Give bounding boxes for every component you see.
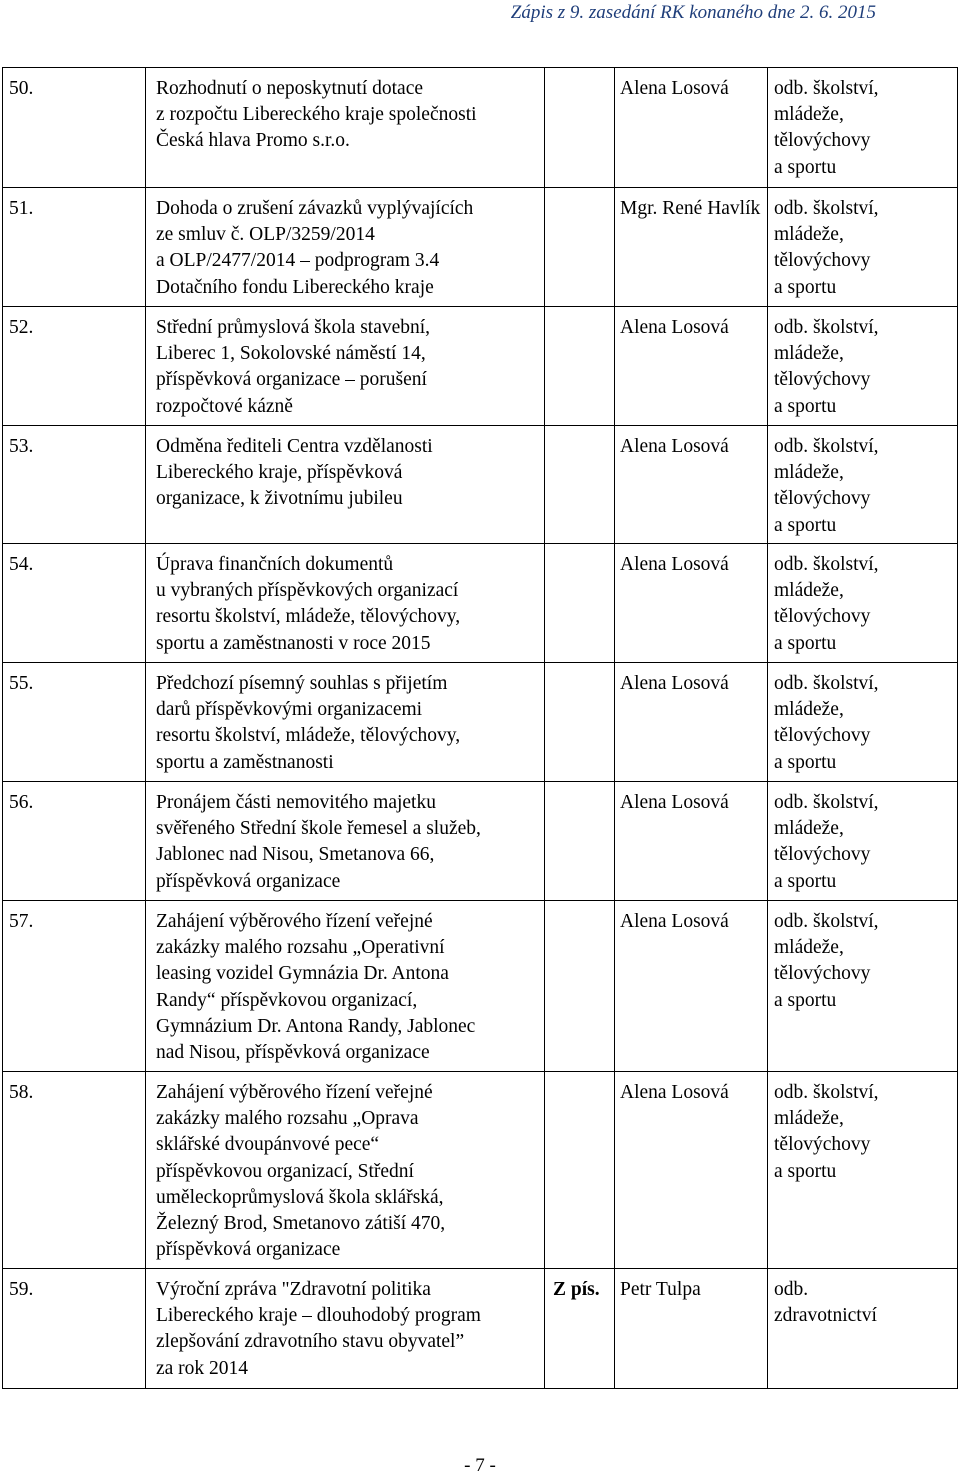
item-flag xyxy=(545,901,615,1072)
item-number: 50. xyxy=(3,68,146,188)
item-title-line: Železný Brod, Smetanovo zátiší 470, xyxy=(156,1213,446,1235)
item-department-line: a sportu xyxy=(774,870,837,892)
item-title xyxy=(146,426,545,544)
item-number: 51. xyxy=(3,188,146,307)
item-department-line: odb. školství, xyxy=(774,198,879,219)
item-department-line: mládeže, xyxy=(774,343,844,365)
item-title-line: Zahájení výběrového řízení veřejné xyxy=(156,1082,433,1103)
item-department xyxy=(768,901,958,1072)
item-department-line: a sportu xyxy=(774,395,837,417)
item-title-line: svěřeného Střední škole řemesel a služeb, xyxy=(156,818,481,840)
item-title-line: Předchozí písemný souhlas s přijetím xyxy=(156,673,448,694)
item-department-line: mládeže, xyxy=(774,937,844,959)
item-title-line: Pronájem části nemovitého majetku xyxy=(156,792,436,813)
item-department-line: odb. školství, xyxy=(774,317,879,338)
item-department-line: zdravotnictví xyxy=(774,1305,877,1327)
item-title-line: nad Nisou, příspěvková organizace xyxy=(156,1042,430,1064)
agenda-row xyxy=(3,68,958,188)
item-department-line: a sportu xyxy=(774,989,837,1011)
agenda-row xyxy=(3,782,958,901)
item-title-line: za rok 2014 xyxy=(156,1357,249,1379)
item-title-line: Zahájení výběrového řízení veřejné xyxy=(156,911,433,932)
item-department-line: a sportu xyxy=(774,632,837,654)
item-presenter: Alena Losová xyxy=(615,426,768,544)
item-presenter: Alena Losová xyxy=(615,68,768,188)
item-presenter: Alena Losová xyxy=(615,1072,768,1269)
item-flag xyxy=(545,426,615,544)
document-header: Zápis z 9. zasedání RK konaného dne 2. 6. 2015 xyxy=(510,2,876,23)
item-title-line: resortu školství, mládeže, tělovýchovy, xyxy=(156,606,461,628)
item-department-line: tělovýchovy xyxy=(774,488,871,510)
item-department xyxy=(768,1072,958,1269)
item-presenter: Petr Tulpa xyxy=(615,1269,768,1389)
item-title-line: Česká hlava Promo s.r.o. xyxy=(156,130,350,152)
item-department-line: tělovýchovy xyxy=(774,369,871,391)
item-department-line: mládeže, xyxy=(774,1108,844,1130)
item-title-line: z rozpočtu Libereckého kraje společnosti xyxy=(156,104,477,126)
item-department-line: odb. školství, xyxy=(774,911,879,932)
item-department-line: mládeže, xyxy=(774,462,844,484)
item-title-line: sportu a zaměstnanosti v roce 2015 xyxy=(156,632,431,654)
item-title xyxy=(146,307,545,426)
item-title-line: příspěvková organizace – porušení xyxy=(156,369,427,391)
item-presenter: Mgr. René Havlík xyxy=(615,188,768,307)
item-title-line: Odměna řediteli Centra vzdělanosti xyxy=(156,436,433,457)
item-department-line: odb. školství, xyxy=(774,554,879,575)
item-department-line: mládeže, xyxy=(774,699,844,721)
item-title-line: zakázky malého rozsahu „Operativní xyxy=(156,937,445,959)
item-department xyxy=(768,544,958,663)
agenda-row xyxy=(3,1269,958,1389)
item-flag xyxy=(545,307,615,426)
item-department-line: mládeže, xyxy=(774,818,844,840)
item-title xyxy=(146,663,545,782)
item-number: 53. xyxy=(3,426,146,544)
item-title-line: sklářské dvoupánvové pece“ xyxy=(156,1134,380,1156)
item-department-line: mládeže, xyxy=(774,104,844,126)
item-title-line: organizace, k životnímu jubileu xyxy=(156,488,403,510)
item-title-line: Libereckého kraje, příspěvková xyxy=(156,462,403,484)
item-number: 56. xyxy=(3,782,146,901)
item-title-line: Výroční zpráva "Zdravotní politika xyxy=(156,1279,431,1300)
item-flag xyxy=(545,1072,615,1269)
item-number: 57. xyxy=(3,901,146,1072)
item-title-line: příspěvkovou organizací, Střední xyxy=(156,1160,414,1182)
agenda-row xyxy=(3,663,958,782)
item-department-line: a sportu xyxy=(774,276,837,298)
item-department-line: odb. školství, xyxy=(774,792,879,813)
item-title-line: Gymnázium Dr. Antona Randy, Jablonec xyxy=(156,1015,476,1037)
item-title-line: zakázky malého rozsahu „Oprava xyxy=(156,1108,419,1130)
item-title-line: Jablonec nad Nisou, Smetanova 66, xyxy=(156,844,435,866)
item-flag-label: Z pís. xyxy=(553,1279,600,1300)
item-department-line: a sportu xyxy=(774,514,837,536)
item-department xyxy=(768,426,958,544)
agenda-table-body xyxy=(3,68,958,1389)
item-title-line: uměleckoprůmyslová škola sklářská, xyxy=(156,1186,444,1208)
item-department-line: odb. školství, xyxy=(774,1082,879,1103)
item-flag xyxy=(545,663,615,782)
item-presenter: Alena Losová xyxy=(615,307,768,426)
item-department xyxy=(768,782,958,901)
item-title-line: u vybraných příspěvkových organizací xyxy=(156,580,459,602)
agenda-row xyxy=(3,426,958,544)
item-department-line: tělovýchovy xyxy=(774,963,871,985)
item-title-line: Úprava finančních dokumentů xyxy=(156,554,394,575)
item-number: 55. xyxy=(3,663,146,782)
item-title-line: rozpočtové kázně xyxy=(156,395,293,417)
item-department-line: mládeže, xyxy=(774,580,844,602)
item-title-line: příspěvková organizace xyxy=(156,1239,341,1261)
item-presenter: Alena Losová xyxy=(615,901,768,1072)
item-department-line: a sportu xyxy=(774,751,837,773)
item-presenter: Alena Losová xyxy=(615,663,768,782)
agenda-row xyxy=(3,1072,958,1269)
item-title-line: zlepšování zdravotního stavu obyvatel” xyxy=(156,1331,465,1353)
item-title-line: darů příspěvkovými organizacemi xyxy=(156,699,423,721)
item-department-line: odb. školství, xyxy=(774,78,879,99)
agenda-row xyxy=(3,544,958,663)
item-flag xyxy=(545,782,615,901)
item-title xyxy=(146,901,545,1072)
item-department xyxy=(768,68,958,188)
item-title-line: Randy“ příspěvkovou organizací, xyxy=(156,989,418,1011)
item-number: 54. xyxy=(3,544,146,663)
agenda-row xyxy=(3,307,958,426)
item-title xyxy=(146,1269,545,1389)
item-title xyxy=(146,68,545,188)
item-department-line: a sportu xyxy=(774,156,837,178)
item-department-line: odb. školství, xyxy=(774,436,879,457)
item-title-line: ze smluv č. OLP/3259/2014 xyxy=(156,224,375,246)
item-department xyxy=(768,307,958,426)
item-flag xyxy=(545,68,615,188)
item-department xyxy=(768,1269,958,1389)
item-title-line: leasing vozidel Gymnázia Dr. Antona xyxy=(156,963,449,985)
item-title-line: Dohoda o zrušení závazků vyplývajících xyxy=(156,198,474,219)
item-department-line: odb. xyxy=(774,1279,809,1300)
item-title-line: resortu školství, mládeže, tělovýchovy, xyxy=(156,725,461,747)
item-department-line: mládeže, xyxy=(774,224,844,246)
item-department-line: a sportu xyxy=(774,1160,837,1182)
item-number: 52. xyxy=(3,307,146,426)
item-department-line: tělovýchovy xyxy=(774,1134,871,1156)
item-department-line: tělovýchovy xyxy=(774,844,871,866)
item-department-line: tělovýchovy xyxy=(774,130,871,152)
item-title-line: sportu a zaměstnanosti xyxy=(156,751,334,773)
item-title-line: Rozhodnutí o neposkytnutí dotace xyxy=(156,78,424,99)
item-department-line: tělovýchovy xyxy=(774,606,871,628)
item-presenter: Alena Losová xyxy=(615,782,768,901)
agenda-row xyxy=(3,188,958,307)
item-flag xyxy=(545,544,615,663)
item-title-line: Střední průmyslová škola stavební, xyxy=(156,317,431,338)
item-department-line: odb. školství, xyxy=(774,673,879,694)
agenda-row xyxy=(3,901,958,1072)
item-number: 59. xyxy=(3,1269,146,1389)
item-department xyxy=(768,188,958,307)
item-presenter: Alena Losová xyxy=(615,544,768,663)
item-department xyxy=(768,663,958,782)
item-title-line: Libereckého kraje – dlouhodobý program xyxy=(156,1305,481,1327)
item-title-line: a OLP/2477/2014 – podprogram 3.4 xyxy=(156,250,440,272)
item-flag xyxy=(545,188,615,307)
item-title xyxy=(146,1072,545,1269)
item-title-line: Liberec 1, Sokolovské náměstí 14, xyxy=(156,343,426,365)
agenda-table xyxy=(2,67,958,1389)
item-title-line: příspěvková organizace xyxy=(156,870,341,892)
item-department-line: tělovýchovy xyxy=(774,250,871,272)
item-title xyxy=(146,188,545,307)
item-number: 58. xyxy=(3,1072,146,1269)
item-department-line: tělovýchovy xyxy=(774,725,871,747)
item-title xyxy=(146,782,545,901)
item-title xyxy=(146,544,545,663)
item-flag xyxy=(545,1269,615,1389)
item-title-line: Dotačního fondu Libereckého kraje xyxy=(156,276,434,298)
page-number: - 7 - xyxy=(464,1455,496,1476)
